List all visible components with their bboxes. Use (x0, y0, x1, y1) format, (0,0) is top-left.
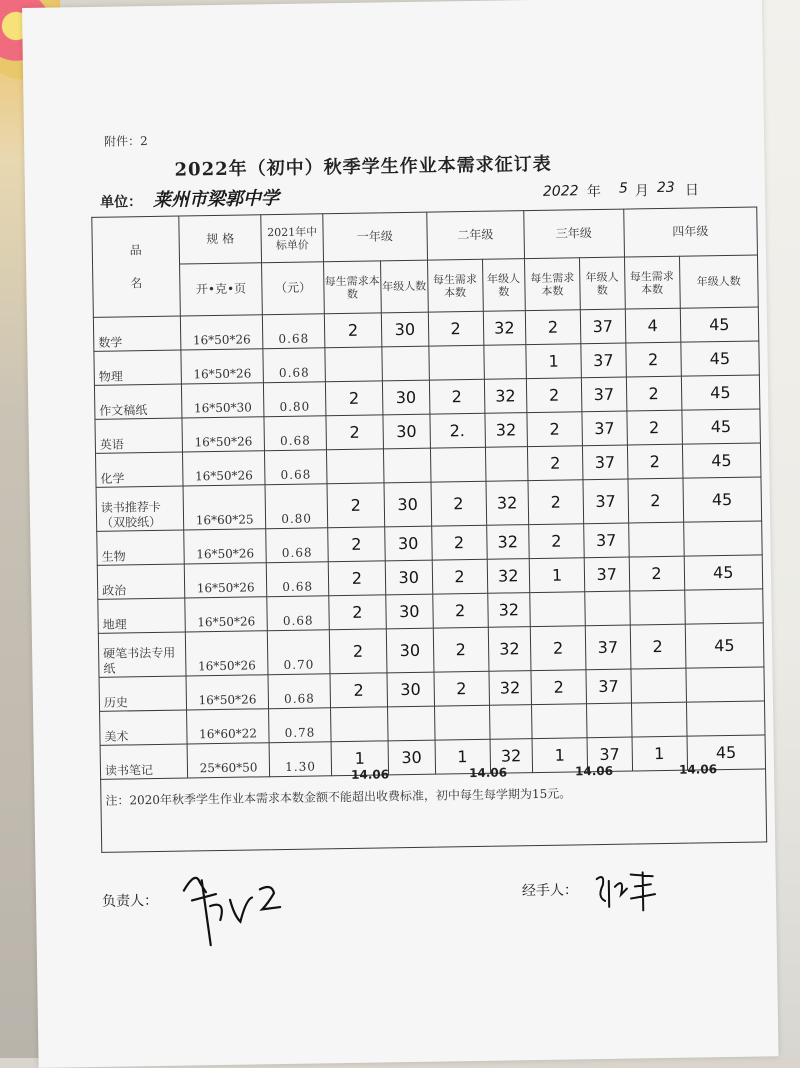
header-name-top: 品 (129, 242, 142, 257)
per-student-count-grade-1 (326, 449, 384, 484)
grade-students-count-grade-3: 37 (580, 309, 625, 344)
grade-students-count-grade-2 (489, 705, 532, 740)
product-name: 物理 (94, 350, 181, 385)
grade-students-count-grade-2: 32 (490, 739, 533, 774)
product-spec: 16*60*22 (186, 709, 269, 744)
product-price: 0.68 (268, 674, 330, 709)
grade-students-count-grade-3: 37 (581, 343, 626, 378)
per-student-count-grade-3: 1 (529, 558, 585, 593)
product-spec: 25*60*50 (187, 743, 270, 778)
grade-total-4: 14.06 (678, 762, 718, 777)
per-student-count-grade-3: 2 (531, 670, 587, 705)
date-month: 5 (618, 180, 628, 197)
date-day-label: 日 (684, 182, 700, 199)
date-year-label: 年 (586, 183, 602, 201)
per-student-count-grade-4 (631, 702, 687, 737)
header-grade-students-4: 年级人数 (679, 255, 758, 308)
grade-students-count-grade-2 (485, 447, 528, 482)
product-price: 0.68 (263, 348, 325, 383)
per-student-count-grade-1: 2 (328, 561, 386, 596)
product-spec: 16*50*30 (181, 383, 264, 418)
grade-students-count-grade-1: 30 (382, 380, 429, 415)
grade-students-count-grade-4: 45 (685, 623, 764, 668)
per-student-count-grade-2 (434, 705, 490, 740)
header-price-unit: （元） (262, 262, 324, 315)
grade-students-count-grade-1: 30 (384, 482, 431, 527)
product-spec: 16*50*26 (184, 563, 267, 598)
grade-students-count-grade-1: 30 (386, 628, 433, 673)
product-name: 数学 (93, 316, 180, 351)
per-student-count-grade-3: 2 (527, 412, 583, 447)
date-day: 23 (656, 179, 675, 197)
note-text: 注：2020年秋季学生作业本需求本数金额不能超出收费标准，初中每生每学期为15元。 (105, 786, 572, 808)
grade-students-count-grade-4: 45 (687, 735, 766, 770)
grade-students-count-grade-3: 37 (584, 557, 629, 592)
product-spec: 16*50*26 (184, 529, 267, 564)
grade-students-count-grade-2: 32 (484, 379, 527, 414)
product-price: 0.68 (265, 450, 327, 485)
per-student-count-grade-2: 2 (431, 525, 487, 560)
per-student-count-grade-3: 2 (530, 626, 586, 671)
per-student-count-grade-1: 2 (324, 313, 382, 348)
header-per-student-4: 每生需求本数 (624, 256, 680, 309)
header-spec-title: 规 格 (179, 215, 262, 264)
per-student-count-grade-3: 2 (528, 480, 584, 525)
product-name: 化学 (96, 452, 183, 487)
grade-students-count-grade-1: 30 (385, 560, 432, 595)
grade-students-count-grade-4: 45 (680, 307, 759, 342)
attachment-label: 附件：2 (104, 134, 148, 149)
grade-students-count-grade-1: 30 (388, 740, 435, 775)
grade-students-count-grade-3: 37 (581, 377, 626, 412)
per-student-count-grade-2: 2 (431, 481, 487, 526)
header-per-student-2: 每生需求本数 (427, 259, 483, 312)
per-student-count-grade-4: 2 (626, 376, 682, 411)
grade-students-count-grade-3: 37 (582, 411, 627, 446)
responsible-label: 负责人： (101, 892, 159, 910)
per-student-count-grade-4: 4 (625, 308, 681, 343)
product-spec: 16*50*26 (182, 417, 265, 452)
per-student-count-grade-1: 2 (329, 629, 387, 674)
per-student-count-grade-1 (325, 347, 383, 382)
product-name: 生物 (97, 530, 184, 565)
per-student-count-grade-1: 1 (331, 741, 389, 776)
per-student-count-grade-3: 1 (526, 344, 582, 379)
header-grade-2: 二年级 (426, 211, 524, 261)
per-student-count-grade-3 (531, 704, 587, 739)
grade-students-count-grade-4 (683, 521, 762, 556)
header-price-title: 2021年中标单价 (261, 214, 323, 263)
grade-students-count-grade-1 (383, 448, 430, 483)
grade-total-2: 14.06 (468, 765, 508, 781)
product-name: 美术 (100, 710, 187, 745)
per-student-count-grade-4: 1 (632, 736, 688, 771)
header-grade-students-3: 年级人数 (580, 257, 625, 310)
unit-name-handwritten: 莱州市梁郭中学 (152, 187, 280, 211)
responsible-signature (175, 859, 296, 951)
grade-students-count-grade-3: 37 (585, 625, 630, 670)
product-price: 0.68 (266, 528, 328, 563)
product-spec: 16*50*26 (181, 349, 264, 384)
header-spec-sub: 开•克•页 (179, 263, 262, 316)
grade-total-3: 14.06 (574, 763, 614, 779)
product-price: 0.80 (264, 382, 326, 417)
per-student-count-grade-1: 2 (327, 483, 385, 528)
grade-students-count-grade-2: 32 (488, 627, 531, 672)
grade-students-count-grade-3: 37 (582, 445, 627, 480)
grade-students-count-grade-4 (686, 701, 765, 736)
paper-sheet (22, 0, 779, 1068)
grade-students-count-grade-2: 32 (485, 413, 528, 448)
per-student-count-grade-4: 2 (627, 444, 683, 479)
grade-students-count-grade-4: 45 (683, 477, 762, 522)
grade-students-count-grade-2: 32 (489, 671, 532, 706)
per-student-count-grade-2: 2 (432, 593, 488, 628)
grade-students-count-grade-2: 32 (486, 525, 529, 560)
grade-students-count-grade-1: 30 (386, 594, 433, 629)
grade-total-1: 14.06 (350, 767, 390, 782)
per-student-count-grade-2: 2 (428, 311, 484, 346)
product-price: 0.68 (267, 596, 329, 631)
product-price: 0.78 (269, 708, 331, 743)
grade-students-count-grade-3 (587, 703, 632, 738)
product-spec: 16*50*26 (185, 631, 268, 676)
page-title: 2022年（初中）秋季学生作业本需求征订表 (174, 153, 552, 181)
per-student-count-grade-4 (630, 668, 686, 703)
grade-students-count-grade-4 (685, 667, 764, 702)
product-name: 政治 (97, 564, 184, 599)
per-student-count-grade-3: 1 (532, 738, 588, 773)
grade-students-count-grade-2: 32 (487, 593, 530, 628)
grade-students-count-grade-2: 32 (483, 311, 526, 346)
product-spec: 16*50*26 (186, 675, 269, 710)
product-name: 读书笔记 (100, 744, 187, 779)
product-spec: 16*60*25 (183, 485, 266, 530)
per-student-count-grade-4 (628, 522, 684, 557)
product-name: 英语 (95, 418, 182, 453)
per-student-count-grade-3: 2 (527, 446, 583, 481)
grade-students-count-grade-3: 37 (586, 669, 631, 704)
order-table (91, 206, 767, 852)
date-month-label: 月 (634, 183, 650, 200)
product-price: 0.70 (268, 630, 330, 675)
grade-students-count-grade-1: 30 (381, 312, 428, 347)
per-student-count-grade-4: 2 (630, 624, 686, 669)
product-name: 读书推荐卡（双胶纸） (96, 486, 183, 531)
header-per-student-1: 每生需求本数 (323, 261, 381, 314)
grade-students-count-grade-3: 37 (583, 479, 628, 524)
per-student-count-grade-4 (629, 590, 685, 625)
per-student-count-grade-2: 2 (434, 671, 490, 706)
per-student-count-grade-2: 1 (435, 739, 491, 774)
header-grade-3: 三年级 (524, 209, 624, 259)
grade-students-count-grade-4 (684, 589, 763, 624)
per-student-count-grade-3: 2 (526, 378, 582, 413)
header-grade-4: 四年级 (623, 207, 757, 257)
per-student-count-grade-4: 2 (625, 342, 681, 377)
per-student-count-grade-4: 2 (629, 556, 685, 591)
product-price: 0.68 (264, 416, 326, 451)
grade-students-count-grade-4: 45 (680, 341, 759, 376)
per-student-count-grade-2: 2 (432, 559, 488, 594)
product-price: 0.68 (267, 562, 329, 597)
handler-label: 经手人： (521, 882, 579, 900)
header-per-student-3: 每生需求本数 (524, 258, 580, 311)
grade-students-count-grade-4: 45 (681, 409, 760, 444)
unit-label: 单位： (99, 194, 143, 211)
product-price: 0.68 (263, 314, 325, 349)
grade-students-count-grade-4: 45 (681, 375, 760, 410)
header-grade-1: 一年级 (323, 212, 428, 262)
per-student-count-grade-1: 2 (325, 381, 383, 416)
grade-students-count-grade-4: 45 (682, 443, 761, 478)
per-student-count-grade-3: 2 (525, 310, 581, 345)
product-price: 1.30 (269, 742, 331, 777)
per-student-count-grade-3: 2 (529, 524, 585, 559)
per-student-count-grade-2: 2 (433, 627, 489, 672)
product-name: 硬笔书法专用纸 (98, 632, 185, 677)
product-spec: 16*50*26 (182, 451, 265, 486)
product-spec: 16*50*26 (180, 315, 263, 350)
per-student-count-grade-2: 2. (429, 413, 485, 448)
grade-students-count-grade-2: 32 (487, 559, 530, 594)
grade-students-count-grade-3: 37 (587, 737, 632, 772)
per-student-count-grade-2 (430, 447, 486, 482)
per-student-count-grade-4: 2 (627, 478, 683, 523)
grade-students-count-grade-3 (585, 591, 630, 626)
header-grade-students-2: 年级人数 (482, 259, 525, 312)
per-student-count-grade-1: 2 (329, 595, 387, 630)
note-row (101, 769, 767, 852)
grade-students-count-grade-1: 30 (387, 672, 434, 707)
per-student-count-grade-2 (428, 345, 484, 380)
date-year: 2022 (542, 183, 579, 200)
product-name: 历史 (99, 676, 186, 711)
grade-students-count-grade-4: 45 (684, 555, 763, 590)
product-name: 作文稿纸 (94, 384, 181, 419)
per-student-count-grade-1: 2 (330, 673, 388, 708)
per-student-count-grade-1: 2 (326, 415, 384, 450)
handler-signature (591, 866, 662, 917)
per-student-count-grade-1 (330, 707, 388, 742)
grade-students-count-grade-2: 32 (486, 481, 529, 526)
per-student-count-grade-2: 2 (429, 379, 485, 414)
per-student-count-grade-3 (530, 592, 586, 627)
per-student-count-grade-4: 2 (626, 410, 682, 445)
header-name-cell (92, 216, 180, 317)
per-student-count-grade-1: 2 (327, 527, 385, 562)
header-grade-students-1: 年级人数 (380, 260, 427, 313)
grade-students-count-grade-1: 30 (383, 414, 430, 449)
product-price: 0.80 (265, 484, 327, 529)
grade-students-count-grade-3: 37 (584, 523, 629, 558)
grade-students-count-grade-1 (387, 706, 434, 741)
grade-students-count-grade-2 (483, 345, 526, 380)
grade-students-count-grade-1 (382, 346, 429, 381)
product-name: 地理 (98, 598, 185, 633)
header-name-bottom: 名 (130, 275, 143, 290)
grade-students-count-grade-1: 30 (385, 526, 432, 561)
product-spec: 16*50*26 (185, 597, 268, 632)
